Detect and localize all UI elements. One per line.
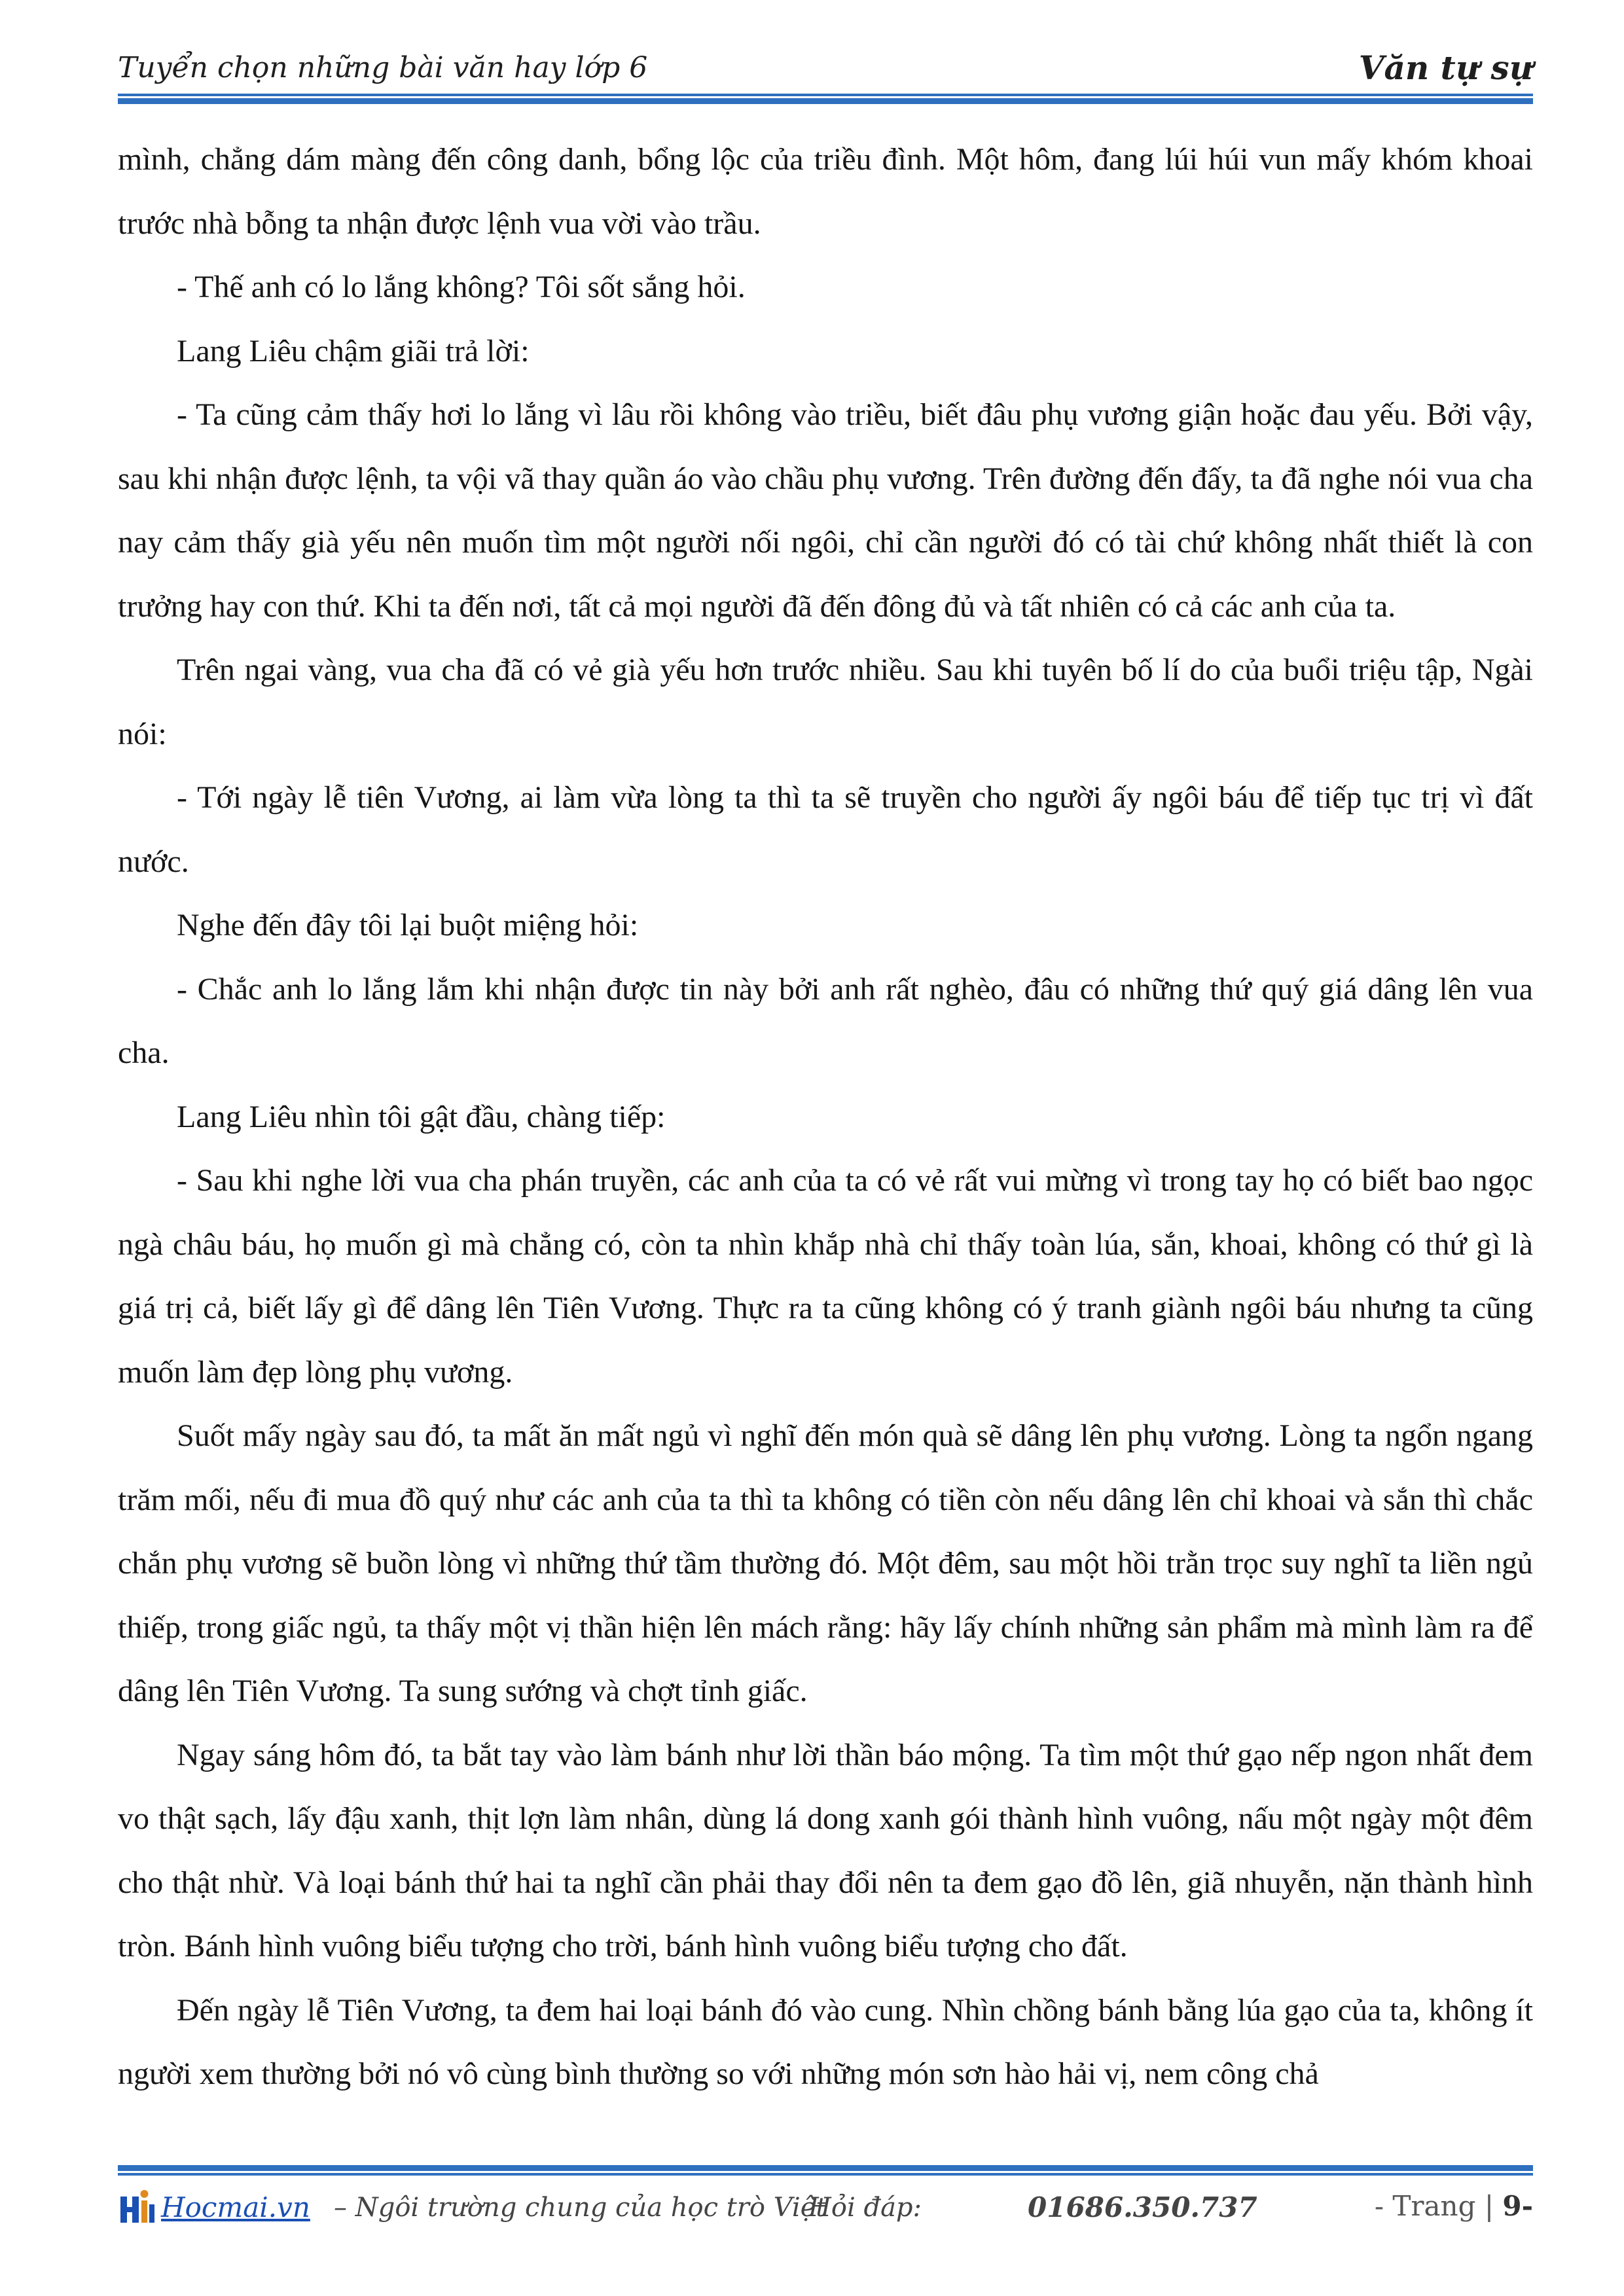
paragraph-line: Trên ngai vàng, vua cha đã có vẻ già yếu hơn trước nhiều. Sau khi tuyên bố lí do của buổi triệu tập,: [177, 653, 1463, 687]
paragraph-5: [118, 638, 1533, 766]
paragraph-11: [118, 1404, 1533, 1723]
document-body: [118, 128, 1533, 2106]
paragraph-line: Lang Liêu chậm giãi trả lời:: [177, 333, 530, 368]
paragraph-2: [118, 255, 1533, 319]
help-label: Hỏi đáp:: [808, 2193, 922, 2223]
paragraph-text: ngang trăm mối, nếu đi mua đồ quý như các anh của ta thì ta không có tiền còn nếu dâng lên chỉ khoai và sắn thì chắc chắn phụ vương sẽ buồn lòng vì những thứ tầm thường đó. Một đêm, sau một hồi trằn trọc suy nghĩ ta liền ngủ thiếp, trong giấc ngủ, ta thấy một vị thần hiện lên mách rằng: hãy lấy chính những sản phẩm mà mình làm ra để dâng lên Tiên Vương. Ta sung sướng và chợt tỉnh giấc.: [118, 1418, 1534, 1708]
paragraph-text: nước.: [118, 844, 189, 879]
page-header: [118, 39, 1533, 98]
paragraph-line: mình, chẳng dám màng đến công danh, bổng lộc của triều đình. Một hôm, đang lúi húi vun mấy khóm: [118, 142, 1453, 177]
paragraph-1: [118, 128, 1533, 255]
paragraph-text: ngọc ngà châu báu, họ muốn gì mà chẳng có, còn ta nhìn khắp nhà chỉ thấy toàn lúa, sắn, khoai, không có thứ gì là giá trị cả, biết lấy gì để dâng lên Tiên Vương. Thực ra ta cũng không có ý tranh giành ngôi báu nhưng ta cũng muốn làm đẹp lòng phụ vương.: [118, 1163, 1534, 1390]
paragraph-line: Đến ngày lễ Tiên Vương, ta đem hai loại bánh đó vào cung. Nhìn chồng bánh bằng lúa gạo của ta,: [177, 1992, 1420, 2028]
paragraph-text: vậy, sau khi nhận được lệnh, ta vội vã thay quần áo vào chầu phụ vương. Trên đường đến đấy, ta đã nghe nói vua cha nay cảm thấy già yếu nên muốn tìm một người nối ngôi, chỉ cần người đó có tài chứ không nhất thiết là con trưởng hay con thứ. Khi ta đến nơi, tất cả mọi người đã đến đông đủ và tất nhiên có cả các anh của ta.: [118, 397, 1534, 624]
section-title: Văn tự sự: [1358, 48, 1533, 87]
header-rule-thick: [118, 98, 1533, 104]
hocmai-logo-icon: [118, 2185, 157, 2225]
page-number: [1375, 2190, 1533, 2222]
paragraph-text: vua cha.: [118, 971, 1534, 1070]
book-title: Tuyển chọn những bài văn hay lớp 6: [118, 51, 648, 84]
paragraph-line: - Thế anh có lo lắng không? Tôi sốt sắng hỏi.: [177, 270, 746, 304]
paragraph-line: - Chắc anh lo lắng lắm khi nhận được tin này bởi anh rất nghèo, đâu có những thứ quý giá dâng lên: [177, 971, 1477, 1007]
paragraph-12: [118, 1723, 1533, 1979]
paragraph-line: Lang Liêu nhìn tôi gật đầu, chàng tiếp:: [177, 1099, 666, 1134]
header-rule-thin: [118, 94, 1533, 96]
hocmai-link[interactable]: Hocmai.vn: [161, 2191, 310, 2223]
paragraph-9: [118, 1085, 1533, 1149]
paragraph-line: Nghe đến đây tôi lại buột miệng hỏi:: [177, 908, 639, 942]
footer-rule-thin: [118, 2173, 1533, 2176]
paragraph-text: Ngài nói:: [118, 653, 1533, 751]
paragraph-text: đem vo thật sạch, lấy đậu xanh, thịt lợn làm nhân, dùng lá dong xanh gói thành hình vuông, nấu một ngày một đêm cho thật nhừ. Và loại bánh thứ hai ta nghĩ cần phải thay đổi nên ta đem gạo đồ lên, giã nhuyễn, nặn thành hình tròn. Bánh hình vuông biểu tượng cho trời, bánh hình vuông biểu tượng cho đất.: [118, 1737, 1534, 1964]
paragraph-6: [118, 766, 1533, 893]
paragraph-text: khoai trước nhà bỗng ta nhận được lệnh vua vời vào trầu.: [118, 142, 1533, 241]
paragraph-line: - Tới ngày lễ tiên Vương, ai làm vừa lòng ta thì ta sẽ truyền cho người ấy ngôi báu để tiếp tục trị vì đất: [177, 780, 1533, 815]
paragraph-3: [118, 319, 1533, 384]
paragraph-line: - Ta cũng cảm thấy hơi lo lắng vì lâu rồi không vào triều, biết đâu phụ vương giận hoặc đau yếu. Bởi: [177, 397, 1473, 432]
paragraph-line: - Sau khi nghe lời vua cha phán truyền, các anh của ta có vẻ rất vui mừng vì trong tay họ có biết bao: [177, 1163, 1464, 1198]
page-number-value: 9-: [1502, 2190, 1533, 2222]
page-footer: [118, 2179, 1533, 2232]
help-phone: 01686.350.737: [1028, 2191, 1257, 2223]
paragraph-line: Ngay sáng hôm đó, ta bắt tay vào làm bánh như lời thần báo mộng. Ta tìm một thứ gạo nếp ngon nhất: [177, 1737, 1471, 1772]
paragraph-4: [118, 383, 1533, 638]
footer-rule-thick: [118, 2165, 1533, 2171]
footer-slogan: – Ngôi trường chung của học trò Việt: [334, 2193, 827, 2223]
paragraph-7: [118, 893, 1533, 958]
paragraph-line: Suốt mấy ngày sau đó, ta mất ăn mất ngủ vì nghĩ đến món quà sẽ dâng lên phụ vương. Lòng ta ngổn: [177, 1418, 1448, 1453]
paragraph-8: [118, 958, 1533, 1085]
page-prefix: - Trang |: [1374, 2190, 1494, 2222]
paragraph-10: [118, 1149, 1533, 1404]
paragraph-13: [118, 1979, 1533, 2106]
paragraph-text: không ít người xem thường bởi nó vô cùng bình thường so với những món sơn hào hải vị, nem công chả: [118, 1992, 1534, 2091]
